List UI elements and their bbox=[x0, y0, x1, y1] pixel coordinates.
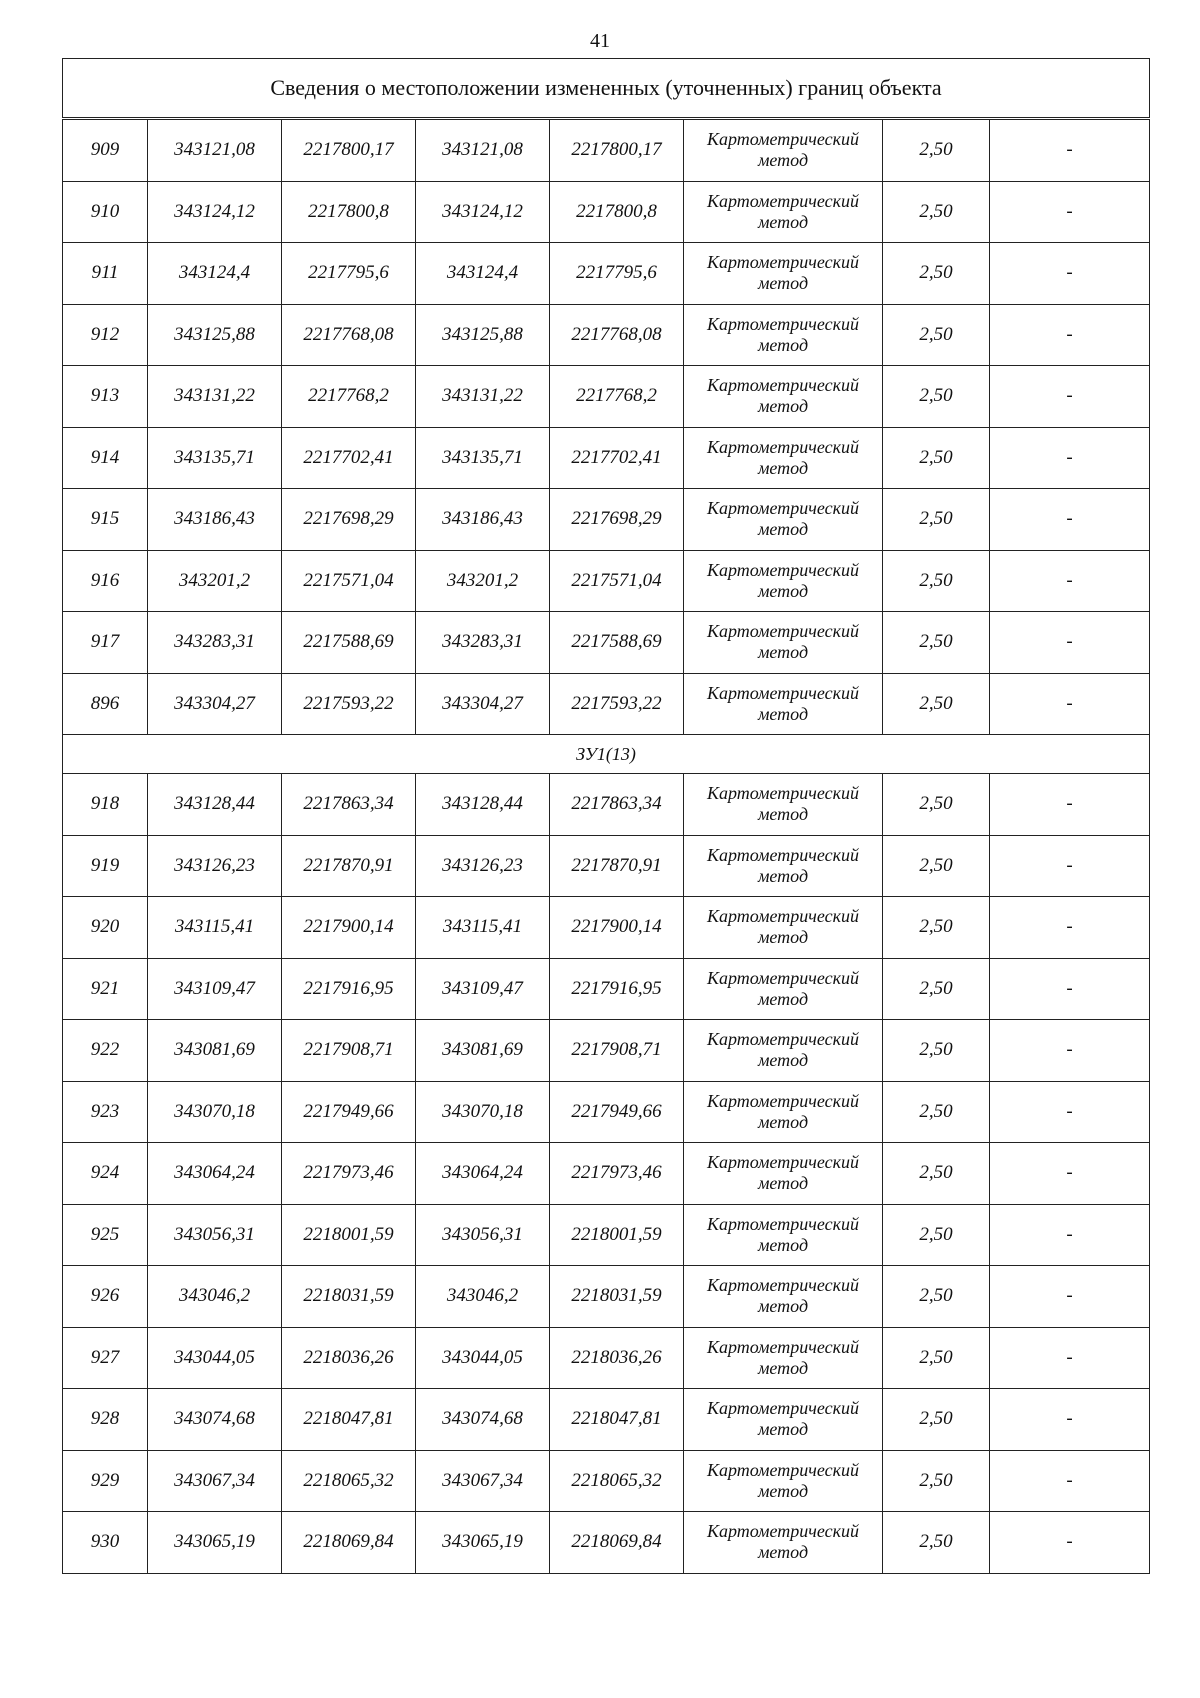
refined-x-cell: 343283,31 bbox=[416, 612, 550, 674]
refined-x-cell: 343056,31 bbox=[416, 1204, 550, 1266]
refined-y-cell: 2217949,66 bbox=[550, 1081, 684, 1143]
method-line-2: метод bbox=[757, 519, 809, 540]
point-number-cell: 924 bbox=[63, 1143, 148, 1205]
method-cell bbox=[684, 958, 883, 1020]
table-row bbox=[63, 366, 1150, 428]
method-line-1: Картометрический bbox=[706, 313, 859, 334]
accuracy-cell: 2,50 bbox=[883, 243, 990, 305]
note-cell: - bbox=[990, 181, 1150, 243]
refined-y-cell: 2217908,71 bbox=[550, 1020, 684, 1082]
accuracy-cell: 2,50 bbox=[883, 673, 990, 735]
refined-y-cell: 2217795,6 bbox=[550, 243, 684, 305]
accuracy-cell: 2,50 bbox=[883, 489, 990, 551]
point-number-cell: 917 bbox=[63, 612, 148, 674]
refined-x-cell: 343070,18 bbox=[416, 1081, 550, 1143]
existing-x-cell: 343125,88 bbox=[148, 304, 282, 366]
method-line-1: Картометрический bbox=[706, 1459, 859, 1480]
table-row bbox=[63, 612, 1150, 674]
point-number-cell: 922 bbox=[63, 1020, 148, 1082]
note-cell: - bbox=[990, 427, 1150, 489]
existing-y-cell: 2217900,14 bbox=[282, 897, 416, 959]
refined-x-cell: 343304,27 bbox=[416, 673, 550, 735]
table-row bbox=[63, 774, 1150, 836]
refined-y-cell: 2218065,32 bbox=[550, 1450, 684, 1512]
refined-y-cell: 2217571,04 bbox=[550, 550, 684, 612]
method-line-1: Картометрический bbox=[706, 1521, 859, 1542]
refined-x-cell: 343109,47 bbox=[416, 958, 550, 1020]
method-line-1: Картометрический bbox=[706, 621, 859, 642]
note-cell: - bbox=[990, 366, 1150, 428]
refined-y-cell: 2218047,81 bbox=[550, 1389, 684, 1451]
point-number-cell: 919 bbox=[63, 835, 148, 897]
refined-x-cell: 343128,44 bbox=[416, 774, 550, 836]
accuracy-cell: 2,50 bbox=[883, 550, 990, 612]
note-cell: - bbox=[990, 1450, 1150, 1512]
method-line-2: метод bbox=[757, 927, 809, 948]
note-cell: - bbox=[990, 612, 1150, 674]
method-line-1: Картометрический bbox=[706, 129, 859, 150]
refined-x-cell: 343186,43 bbox=[416, 489, 550, 551]
method-line-1: Картометрический bbox=[706, 375, 859, 396]
existing-y-cell: 2217949,66 bbox=[282, 1081, 416, 1143]
point-number-cell: 920 bbox=[63, 897, 148, 959]
existing-y-cell: 2217702,41 bbox=[282, 427, 416, 489]
point-number-cell: 896 bbox=[63, 673, 148, 735]
method-line-1: Картометрический bbox=[706, 190, 859, 211]
accuracy-cell: 2,50 bbox=[883, 1389, 990, 1451]
table-row bbox=[63, 1204, 1150, 1266]
method-line-1: Картометрический bbox=[706, 1090, 859, 1111]
method-line-1: Картометрический bbox=[706, 1336, 859, 1357]
method-line-1: Картометрический bbox=[706, 844, 859, 865]
existing-y-cell: 2218031,59 bbox=[282, 1266, 416, 1328]
refined-y-cell: 2218036,26 bbox=[550, 1327, 684, 1389]
accuracy-cell: 2,50 bbox=[883, 181, 990, 243]
refined-y-cell: 2217863,34 bbox=[550, 774, 684, 836]
refined-y-cell: 2217800,17 bbox=[550, 119, 684, 182]
note-cell: - bbox=[990, 835, 1150, 897]
point-number-cell: 930 bbox=[63, 1512, 148, 1574]
refined-x-cell: 343074,68 bbox=[416, 1389, 550, 1451]
table-row bbox=[63, 119, 1150, 182]
accuracy-cell: 2,50 bbox=[883, 304, 990, 366]
method-cell bbox=[684, 304, 883, 366]
note-cell: - bbox=[990, 958, 1150, 1020]
table-row bbox=[63, 897, 1150, 959]
accuracy-cell: 2,50 bbox=[883, 427, 990, 489]
method-line-1: Картометрический bbox=[706, 252, 859, 273]
method-cell bbox=[684, 1389, 883, 1451]
table-row bbox=[63, 181, 1150, 243]
refined-x-cell: 343124,12 bbox=[416, 181, 550, 243]
refined-y-cell: 2218031,59 bbox=[550, 1266, 684, 1328]
existing-y-cell: 2217870,91 bbox=[282, 835, 416, 897]
method-line-2: метод bbox=[757, 211, 809, 232]
method-cell bbox=[684, 1450, 883, 1512]
existing-x-cell: 343121,08 bbox=[148, 119, 282, 182]
existing-y-cell: 2217973,46 bbox=[282, 1143, 416, 1205]
existing-y-cell: 2217908,71 bbox=[282, 1020, 416, 1082]
accuracy-cell: 2,50 bbox=[883, 1204, 990, 1266]
refined-x-cell: 343081,69 bbox=[416, 1020, 550, 1082]
existing-x-cell: 343131,22 bbox=[148, 366, 282, 428]
accuracy-cell: 2,50 bbox=[883, 366, 990, 428]
method-cell bbox=[684, 897, 883, 959]
method-line-2: метод bbox=[757, 1542, 809, 1563]
point-number-cell: 909 bbox=[63, 119, 148, 182]
method-line-2: метод bbox=[757, 1173, 809, 1194]
accuracy-cell: 2,50 bbox=[883, 1020, 990, 1082]
existing-x-cell: 343186,43 bbox=[148, 489, 282, 551]
note-cell: - bbox=[990, 1266, 1150, 1328]
method-cell bbox=[684, 489, 883, 551]
note-cell: - bbox=[990, 1204, 1150, 1266]
method-cell bbox=[684, 243, 883, 305]
accuracy-cell: 2,50 bbox=[883, 958, 990, 1020]
existing-x-cell: 343046,2 bbox=[148, 1266, 282, 1328]
refined-x-cell: 343064,24 bbox=[416, 1143, 550, 1205]
section-row bbox=[63, 735, 1150, 774]
point-number-cell: 914 bbox=[63, 427, 148, 489]
existing-x-cell: 343070,18 bbox=[148, 1081, 282, 1143]
accuracy-cell: 2,50 bbox=[883, 612, 990, 674]
method-cell bbox=[684, 1143, 883, 1205]
method-cell bbox=[684, 427, 883, 489]
refined-y-cell: 2217800,8 bbox=[550, 181, 684, 243]
note-cell: - bbox=[990, 1081, 1150, 1143]
refined-x-cell: 343065,19 bbox=[416, 1512, 550, 1574]
existing-x-cell: 343304,27 bbox=[148, 673, 282, 735]
existing-y-cell: 2218069,84 bbox=[282, 1512, 416, 1574]
refined-x-cell: 343135,71 bbox=[416, 427, 550, 489]
existing-x-cell: 343109,47 bbox=[148, 958, 282, 1020]
point-number-cell: 923 bbox=[63, 1081, 148, 1143]
table-row bbox=[63, 1512, 1150, 1574]
refined-x-cell: 343115,41 bbox=[416, 897, 550, 959]
existing-x-cell: 343283,31 bbox=[148, 612, 282, 674]
existing-y-cell: 2217800,8 bbox=[282, 181, 416, 243]
refined-y-cell: 2217702,41 bbox=[550, 427, 684, 489]
accuracy-cell: 2,50 bbox=[883, 897, 990, 959]
note-cell: - bbox=[990, 673, 1150, 735]
method-cell bbox=[684, 612, 883, 674]
method-line-1: Картометрический bbox=[706, 906, 859, 927]
table-row bbox=[63, 673, 1150, 735]
table-row bbox=[63, 1143, 1150, 1205]
existing-y-cell: 2217795,6 bbox=[282, 243, 416, 305]
existing-x-cell: 343128,44 bbox=[148, 774, 282, 836]
existing-x-cell: 343124,4 bbox=[148, 243, 282, 305]
table-row bbox=[63, 1327, 1150, 1389]
note-cell: - bbox=[990, 243, 1150, 305]
refined-y-cell: 2217768,2 bbox=[550, 366, 684, 428]
table-title-row bbox=[63, 59, 1150, 119]
note-cell: - bbox=[990, 897, 1150, 959]
method-line-2: метод bbox=[757, 1480, 809, 1501]
refined-y-cell: 2217900,14 bbox=[550, 897, 684, 959]
method-cell bbox=[684, 1266, 883, 1328]
refined-x-cell: 343067,34 bbox=[416, 1450, 550, 1512]
table-row bbox=[63, 1266, 1150, 1328]
refined-x-cell: 343121,08 bbox=[416, 119, 550, 182]
method-cell bbox=[684, 1512, 883, 1574]
method-line-1: Картометрический bbox=[706, 1398, 859, 1419]
refined-x-cell: 343125,88 bbox=[416, 304, 550, 366]
method-cell bbox=[684, 673, 883, 735]
existing-x-cell: 343081,69 bbox=[148, 1020, 282, 1082]
method-line-2: метод bbox=[757, 150, 809, 171]
point-number-cell: 929 bbox=[63, 1450, 148, 1512]
table-row bbox=[63, 1389, 1150, 1451]
existing-x-cell: 343201,2 bbox=[148, 550, 282, 612]
accuracy-cell: 2,50 bbox=[883, 119, 990, 182]
method-cell bbox=[684, 366, 883, 428]
point-number-cell: 918 bbox=[63, 774, 148, 836]
table-row bbox=[63, 489, 1150, 551]
section-label: ЗУ1(13) bbox=[63, 735, 1150, 774]
method-line-2: метод bbox=[757, 1050, 809, 1071]
method-line-1: Картометрический bbox=[706, 498, 859, 519]
existing-x-cell: 343074,68 bbox=[148, 1389, 282, 1451]
refined-y-cell: 2217698,29 bbox=[550, 489, 684, 551]
accuracy-cell: 2,50 bbox=[883, 1450, 990, 1512]
table-row bbox=[63, 304, 1150, 366]
method-line-2: метод bbox=[757, 703, 809, 724]
method-line-2: метод bbox=[757, 457, 809, 478]
point-number-cell: 910 bbox=[63, 181, 148, 243]
existing-y-cell: 2217916,95 bbox=[282, 958, 416, 1020]
method-cell bbox=[684, 119, 883, 182]
table-row bbox=[63, 1081, 1150, 1143]
method-line-2: метод bbox=[757, 988, 809, 1009]
existing-x-cell: 343067,34 bbox=[148, 1450, 282, 1512]
note-cell: - bbox=[990, 1389, 1150, 1451]
method-line-2: метод bbox=[757, 1296, 809, 1317]
method-cell bbox=[684, 1081, 883, 1143]
method-line-1: Картометрический bbox=[706, 436, 859, 457]
method-line-1: Картометрический bbox=[706, 682, 859, 703]
accuracy-cell: 2,50 bbox=[883, 1266, 990, 1328]
note-cell: - bbox=[990, 774, 1150, 836]
existing-x-cell: 343065,19 bbox=[148, 1512, 282, 1574]
accuracy-cell: 2,50 bbox=[883, 1081, 990, 1143]
method-line-2: метод bbox=[757, 865, 809, 886]
note-cell: - bbox=[990, 550, 1150, 612]
refined-y-cell: 2217973,46 bbox=[550, 1143, 684, 1205]
method-line-1: Картометрический bbox=[706, 1152, 859, 1173]
table-row bbox=[63, 1020, 1150, 1082]
point-number-cell: 916 bbox=[63, 550, 148, 612]
existing-y-cell: 2217698,29 bbox=[282, 489, 416, 551]
table-title: Сведения о местоположении измененных (уточненных) границ объекта bbox=[63, 59, 1150, 119]
point-number-cell: 915 bbox=[63, 489, 148, 551]
existing-y-cell: 2217768,2 bbox=[282, 366, 416, 428]
method-line-1: Картометрический bbox=[706, 783, 859, 804]
method-cell bbox=[684, 550, 883, 612]
existing-x-cell: 343124,12 bbox=[148, 181, 282, 243]
point-number-cell: 913 bbox=[63, 366, 148, 428]
refined-y-cell: 2217870,91 bbox=[550, 835, 684, 897]
refined-x-cell: 343131,22 bbox=[416, 366, 550, 428]
point-number-cell: 928 bbox=[63, 1389, 148, 1451]
method-line-2: метод bbox=[757, 1111, 809, 1132]
table-row bbox=[63, 1450, 1150, 1512]
accuracy-cell: 2,50 bbox=[883, 1143, 990, 1205]
accuracy-cell: 2,50 bbox=[883, 1327, 990, 1389]
existing-y-cell: 2218065,32 bbox=[282, 1450, 416, 1512]
method-line-2: метод bbox=[757, 1419, 809, 1440]
note-cell: - bbox=[990, 1512, 1150, 1574]
method-line-1: Картометрический bbox=[706, 1213, 859, 1234]
point-number-cell: 921 bbox=[63, 958, 148, 1020]
table-row bbox=[63, 427, 1150, 489]
existing-y-cell: 2218047,81 bbox=[282, 1389, 416, 1451]
existing-y-cell: 2218001,59 bbox=[282, 1204, 416, 1266]
refined-y-cell: 2217916,95 bbox=[550, 958, 684, 1020]
refined-x-cell: 343126,23 bbox=[416, 835, 550, 897]
method-cell bbox=[684, 181, 883, 243]
existing-y-cell: 2217571,04 bbox=[282, 550, 416, 612]
point-number-cell: 911 bbox=[63, 243, 148, 305]
accuracy-cell: 2,50 bbox=[883, 774, 990, 836]
existing-x-cell: 343056,31 bbox=[148, 1204, 282, 1266]
existing-y-cell: 2217588,69 bbox=[282, 612, 416, 674]
note-cell: - bbox=[990, 1327, 1150, 1389]
note-cell: - bbox=[990, 119, 1150, 182]
refined-x-cell: 343044,05 bbox=[416, 1327, 550, 1389]
table-row bbox=[63, 835, 1150, 897]
existing-y-cell: 2217593,22 bbox=[282, 673, 416, 735]
method-cell bbox=[684, 835, 883, 897]
method-line-2: метод bbox=[757, 642, 809, 663]
table-row bbox=[63, 243, 1150, 305]
existing-y-cell: 2217768,08 bbox=[282, 304, 416, 366]
existing-y-cell: 2217863,34 bbox=[282, 774, 416, 836]
refined-y-cell: 2217588,69 bbox=[550, 612, 684, 674]
refined-x-cell: 343046,2 bbox=[416, 1266, 550, 1328]
method-line-2: метод bbox=[757, 334, 809, 355]
method-line-2: метод bbox=[757, 1234, 809, 1255]
refined-y-cell: 2218001,59 bbox=[550, 1204, 684, 1266]
boundary-coordinates-table bbox=[62, 58, 1150, 1574]
refined-y-cell: 2217768,08 bbox=[550, 304, 684, 366]
accuracy-cell: 2,50 bbox=[883, 835, 990, 897]
point-number-cell: 925 bbox=[63, 1204, 148, 1266]
page-number: 41 bbox=[590, 30, 610, 52]
point-number-cell: 927 bbox=[63, 1327, 148, 1389]
existing-x-cell: 343115,41 bbox=[148, 897, 282, 959]
note-cell: - bbox=[990, 1143, 1150, 1205]
note-cell: - bbox=[990, 1020, 1150, 1082]
existing-x-cell: 343044,05 bbox=[148, 1327, 282, 1389]
note-cell: - bbox=[990, 489, 1150, 551]
method-line-2: метод bbox=[757, 396, 809, 417]
method-line-2: метод bbox=[757, 1357, 809, 1378]
existing-y-cell: 2218036,26 bbox=[282, 1327, 416, 1389]
refined-y-cell: 2217593,22 bbox=[550, 673, 684, 735]
accuracy-cell: 2,50 bbox=[883, 1512, 990, 1574]
existing-y-cell: 2217800,17 bbox=[282, 119, 416, 182]
note-cell: - bbox=[990, 304, 1150, 366]
point-number-cell: 926 bbox=[63, 1266, 148, 1328]
point-number-cell: 912 bbox=[63, 304, 148, 366]
existing-x-cell: 343126,23 bbox=[148, 835, 282, 897]
method-line-1: Картометрический bbox=[706, 559, 859, 580]
method-line-2: метод bbox=[757, 273, 809, 294]
existing-x-cell: 343064,24 bbox=[148, 1143, 282, 1205]
refined-y-cell: 2218069,84 bbox=[550, 1512, 684, 1574]
method-line-2: метод bbox=[757, 580, 809, 601]
method-cell bbox=[684, 1020, 883, 1082]
method-cell bbox=[684, 1327, 883, 1389]
existing-x-cell: 343135,71 bbox=[148, 427, 282, 489]
refined-x-cell: 343124,4 bbox=[416, 243, 550, 305]
method-line-1: Картометрический bbox=[706, 1275, 859, 1296]
table-row bbox=[63, 958, 1150, 1020]
method-cell bbox=[684, 1204, 883, 1266]
table-row bbox=[63, 550, 1150, 612]
method-line-1: Картометрический bbox=[706, 1029, 859, 1050]
method-line-2: метод bbox=[757, 804, 809, 825]
method-line-1: Картометрический bbox=[706, 967, 859, 988]
method-cell bbox=[684, 774, 883, 836]
refined-x-cell: 343201,2 bbox=[416, 550, 550, 612]
